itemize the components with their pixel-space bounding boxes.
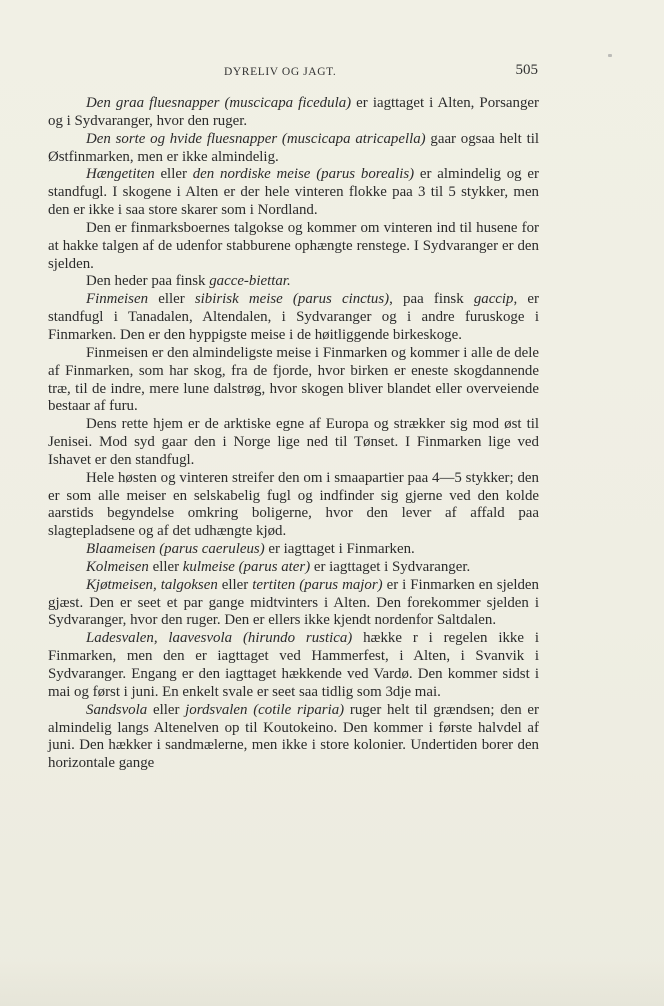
text-run: , paa finsk (389, 291, 474, 308)
italic-run: tertiten (parus major) (252, 576, 383, 593)
text-run: eller (148, 291, 195, 308)
italic-run: den nordiske meise (parus borealis) (192, 166, 415, 183)
text-run: eller (154, 166, 193, 183)
paragraph (48, 131, 539, 167)
italic-run: Kjøtmeisen, talgoksen (86, 576, 218, 593)
page-header (48, 62, 538, 82)
italic-run: Den graa fluesnapper (muscicapa ficedula) (86, 95, 352, 111)
text-run: eller (147, 701, 186, 718)
paragraph (48, 541, 539, 559)
text-run: eller (217, 576, 253, 593)
paragraph (48, 220, 539, 274)
paragraph (48, 577, 539, 631)
italic-run: Den sorte og hvide fluesnapper (muscicapa atricapella) (86, 130, 426, 147)
italic-run: Sandsvola (86, 701, 148, 718)
paragraph (48, 630, 539, 701)
text-run: Dens rette hjem er de arktiske egne af Europa og strækker sig mod øst til Jenisei. Mod syd gaar den i Norge lige ned til Tønset. I Finmarken lige ved Ishavet er den standfugl. (48, 416, 539, 468)
italic-run: gaccip (473, 291, 514, 308)
text-run: Hele høsten og vinteren streifer den om i smaapartier paa 4—5 stykker; den er som alle meiser en selskabelig fugl og indfinder sig gjerne ved den kolde aarstids begyndelse omkring boligerne, hvor den lever af affald paa slagtepladsene og af det udhængte kjød. (48, 469, 539, 540)
text-run: Den er finmarksboernes talgokse og kommer om vinteren ind til husene for at hakke talgen af de udenfor stabburene ophængte renstege. I Sydvaranger er den sjelden. (48, 219, 539, 272)
text-run: hække r i regelen ikke i Finmarken, men den er iagttaget ved Hammerfest, i Alten, i Svanvik i Sydvaranger. Engang er den iagttaget hækkende ved Vardø. Den kommer sidst i mai og først i juni. En enkelt svale er seet saa tidlig som 3dje mai. (48, 630, 539, 700)
text-run: er almindelig og er standfugl. I skogene i Alten er der hele vinteren flokke paa 3 til 5 stykker, men den er ikke i saa store skarer som i Nordland. (48, 166, 539, 219)
text-run: er iagttaget i Alten, Porsanger og i Sydvaranger, hvor den ruger. (48, 95, 539, 129)
text-run: ruger helt til grændsen; den er almindelig langs Altenelven op til Koutokeino. Den kommer i første halvdel af juni. Den hækker i sandmælerne, men ikke i store kolonier. Undertiden borer den horizontale gange (48, 701, 539, 772)
page-number: 505 (515, 62, 538, 78)
paragraph (48, 702, 539, 773)
italic-run: Hængetiten (86, 166, 155, 183)
paragraph (48, 166, 539, 220)
italic-run: Blaameisen (parus caeruleus) (86, 541, 265, 558)
italic-run: Ladesvalen, laavesvola (hirundo rustica) (86, 630, 353, 647)
paragraph (48, 291, 539, 345)
paragraph (48, 470, 539, 541)
text-run: Den heder paa finsk (86, 273, 210, 290)
paragraph (48, 345, 539, 416)
text-run: , er standfugl i Tanadalen, Altendalen, i Sydvaranger og i andre furuskoge i Finmarken. Den er den hyppigste meise i de høitliggende birkeskoge. (48, 291, 539, 343)
italic-run: sibirisk meise (parus cinctus) (194, 291, 390, 308)
paragraph (48, 95, 539, 131)
text-run: Finmeisen er den almindeligste meise i Finmarken og kommer i alle de dele af Finmarken, som har skog, fra de fjorde, hvor birken er eneste skogdannende træ, til de indre, mere lune dalstrøg, hvor skogen bliver blandet eller overveiende bestaar af furu. (48, 344, 539, 415)
paragraph (48, 273, 539, 291)
text-run: er i Finmarken en sjelden gjæst. Den er seet et par gange midtvinters i Alten. Den forekommer sjelden i Sydvaranger, hvor den ruger. Den er ellers ikke kjendt nordenfor Saltdalen. (48, 576, 539, 629)
italic-run: Kolmeisen (86, 558, 149, 575)
paragraph (48, 416, 539, 470)
italic-run: kulmeise (parus ater) (182, 558, 311, 575)
italic-run: jordsvalen (cotile riparia) (185, 701, 345, 718)
italic-run: gacce-biettar. (209, 273, 291, 290)
body-text (48, 95, 539, 773)
running-head: DYRELIV OG JAGT. (224, 66, 337, 78)
paragraph (48, 559, 539, 577)
page-bottom-shade (0, 960, 664, 1006)
text-run: er iagttaget i Sydvaranger. (310, 558, 471, 575)
italic-run: Finmeisen (86, 291, 149, 308)
text-run: er iagttaget i Finmarken. (264, 541, 415, 558)
print-speck (608, 54, 612, 57)
text-run: gaar ogsaa helt til Østfinmarken, men er ikke almindelig. (48, 130, 539, 165)
text-run: eller (148, 558, 183, 575)
